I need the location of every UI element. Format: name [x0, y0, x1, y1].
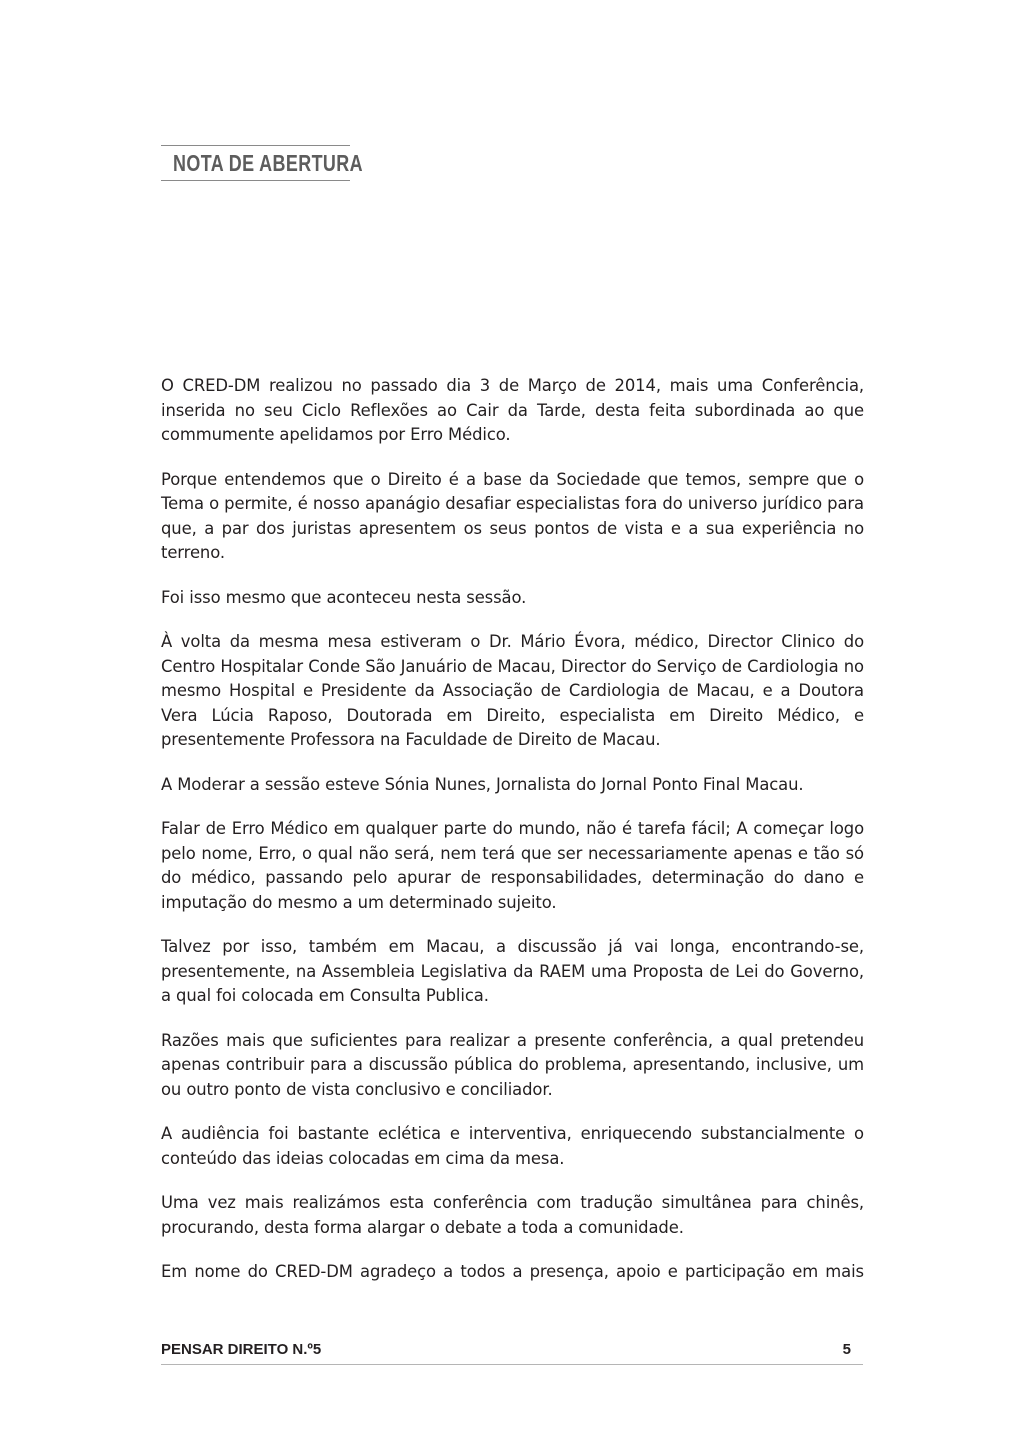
section-title: NOTA DE ABERTURA — [173, 150, 363, 176]
paragraph-10: Uma vez mais realizámos esta conferência com tradução simultânea para chinês, procurando, desta forma alargar o debate a toda a comunidade. — [161, 1193, 864, 1237]
paragraph-3: Foi isso mesmo que aconteceu nesta sessão. — [161, 587, 527, 607]
page-number: 5 — [842, 1341, 851, 1358]
article-body — [161, 374, 864, 1305]
paragraph-5: A Moderar a sessão esteve Sónia Nunes, Jornalista do Jornal Ponto Final Macau. — [161, 774, 804, 794]
paragraph-2: Porque entendemos que o Direito é a base da Sociedade que temos, sempre que o Tema o permite, é nosso apanágio desafiar especialistas fora do universo jurídico para que, a par dos juristas apresentem os seus pontos de vista e a sua experiência no terreno. — [161, 469, 864, 562]
page-footer — [161, 1340, 863, 1365]
journal-name: PENSAR DIREITO N.º5 — [161, 1341, 322, 1358]
paragraph-9: A audiência foi bastante eclética e interventiva, enriquecendo substancialmente o conteúdo das ideias colocadas em cima da mesa. — [161, 1124, 864, 1168]
paragraph-11: Em nome do CRED-DM agradeço a todos a presença, apoio e participação em mais — [161, 1262, 864, 1281]
paragraph-1: O CRED-DM realizou no passado dia 3 de Março de 2014, mais uma Conferência, inserida no seu Ciclo Reflexões ao Cair da Tarde, desta feita subordinada ao que commumente apelidamos por Erro Médico. — [161, 376, 864, 444]
section-header — [161, 145, 363, 181]
paragraph-6: Falar de Erro Médico em qualquer parte do mundo, não é tarefa fácil; A começar logo pelo nome, Erro, o qual não será, nem terá que ser necessariamente apenas e tão só do médico, passando pelo apurar de responsabilidades, determinação do dano e imputação do mesmo a um determinado sujeito. — [161, 819, 864, 912]
paragraph-4: À volta da mesma mesa estiveram o Dr. Mário Évora, médico, Director Clinico do Centro Hospitalar Conde São Januário de Macau, Director do Serviço de Cardiologia no mesmo Hospital e Presidente da Associação de Cardiologia de Macau, e a Doutora Vera Lúcia Raposo, Doutorada em Direito, especialista em Direito Médico, e presentemente Professora na Faculdade de Direito de Macau. — [161, 632, 864, 749]
paragraph-7: Talvez por isso, também em Macau, a discussão já vai longa, encontrando-se, presentemente, na Assembleia Legislativa da RAEM uma Proposta de Lei do Governo, a qual foi colocada em Consulta Publica. — [161, 937, 864, 1005]
paragraph-8: Razões mais que suficientes para realizar a presente conferência, a qual pretendeu apenas contribuir para a discussão pública do problema, apresentando, inclusive, um ou outro ponto de vista conclusivo e conciliador. — [161, 1030, 864, 1099]
